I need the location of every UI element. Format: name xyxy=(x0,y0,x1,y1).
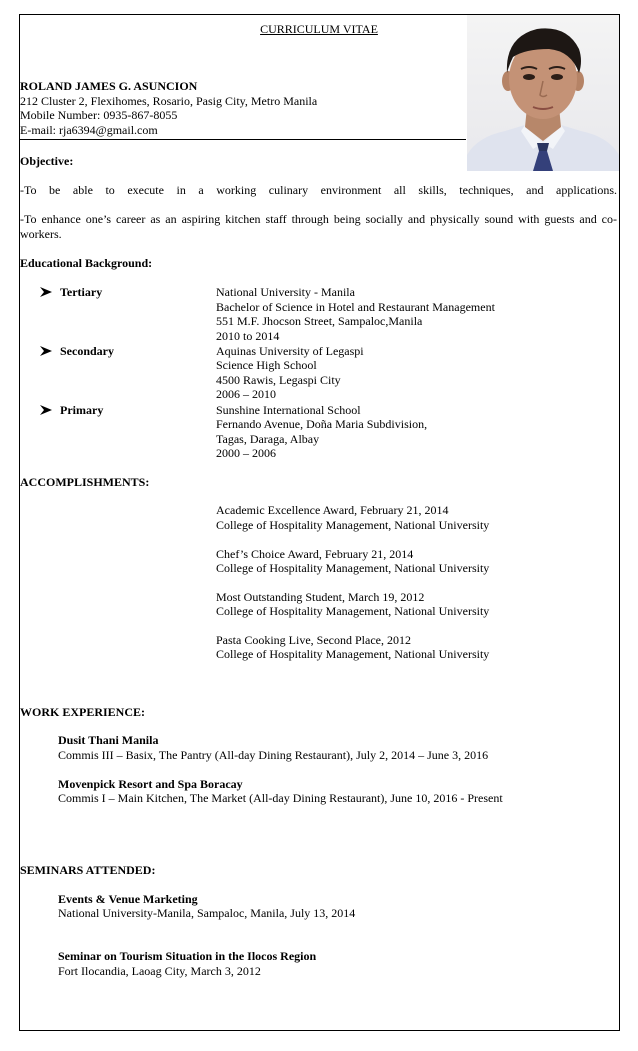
work-employer: Movenpick Resort and Spa Boracay xyxy=(58,777,243,791)
accomplishment-award: Pasta Cooking Live, Second Place, 2012 xyxy=(216,633,411,647)
arrow-bullet-icon xyxy=(40,346,52,356)
tertiary-school: National University - Manila xyxy=(216,285,355,299)
objective-line-2: -To enhance one’s career as an aspiring kitchen staff through being socially and physically sound with guests and co- xyxy=(20,212,617,226)
accomplishment-org: College of Hospitality Management, National University xyxy=(216,518,490,532)
arrow-bullet-icon xyxy=(40,405,52,415)
secondary-school: Aquinas University of Legaspi xyxy=(216,344,364,358)
tertiary-degree: Bachelor of Science in Hotel and Restaurant Management xyxy=(216,300,495,314)
work-role: Commis I – Main Kitchen, The Market (All-day Dining Restaurant), June 10, 2016 - Present xyxy=(58,791,503,805)
accomplishment-org: College of Hospitality Management, National University xyxy=(216,561,490,575)
applicant-name: ROLAND JAMES G. ASUNCION xyxy=(20,79,198,93)
seminar-name: Seminar on Tourism Situation in the Ilocos Region xyxy=(58,949,317,963)
accomplishment-org: College of Hospitality Management, National University xyxy=(216,647,490,661)
primary-address-1: Fernando Avenue, Doña Maria Subdivision, xyxy=(216,417,428,431)
mobile-number: Mobile Number: 0935-867-8055 xyxy=(20,108,178,122)
accomplishment-award: Academic Excellence Award, February 21, 2014 xyxy=(216,503,449,517)
work-experience-heading: WORK EXPERIENCE: xyxy=(20,705,146,719)
objective-heading: Objective: xyxy=(20,154,74,168)
secondary-years: 2006 – 2010 xyxy=(216,387,276,401)
accomplishment-award: Most Outstanding Student, March 19, 2012 xyxy=(216,590,425,604)
education-primary-label: Primary xyxy=(40,403,103,417)
primary-school: Sunshine International School xyxy=(216,403,361,417)
education-secondary-label: Secondary xyxy=(40,344,114,358)
tertiary-address: 551 M.F. Jhocson Street, Sampaloc,Manila xyxy=(216,314,423,328)
header-divider xyxy=(20,139,466,140)
profile-photo xyxy=(467,15,619,171)
objective-line-2-cont: workers. xyxy=(20,227,62,241)
education-tertiary-label: Tertiary xyxy=(40,285,102,299)
work-employer: Dusit Thani Manila xyxy=(58,733,159,747)
address: 212 Cluster 2, Flexihomes, Rosario, Pasig City, Metro Manila xyxy=(20,94,318,108)
secondary-address: 4500 Rawis, Legaspi City xyxy=(216,373,341,387)
seminar-name: Events & Venue Marketing xyxy=(58,892,198,906)
secondary-program: Science High School xyxy=(216,358,317,372)
primary-years: 2000 – 2006 xyxy=(216,446,276,460)
primary-address-2: Tagas, Daraga, Albay xyxy=(216,432,320,446)
accomplishment-org: College of Hospitality Management, National University xyxy=(216,604,490,618)
seminar-detail: National University-Manila, Sampaloc, Manila, July 13, 2014 xyxy=(58,906,356,920)
tertiary-years: 2010 to 2014 xyxy=(216,329,280,343)
arrow-bullet-icon xyxy=(40,287,52,297)
seminar-detail: Fort Ilocandia, Laoag City, March 3, 2012 xyxy=(58,964,261,978)
seminars-heading: SEMINARS ATTENDED: xyxy=(20,863,156,877)
accomplishments-heading: ACCOMPLISHMENTS: xyxy=(20,475,150,489)
objective-line-1: -To be able to execute in a working culinary environment all skills, techniques, and applications. xyxy=(20,183,617,197)
email: E-mail: rja6394@gmail.com xyxy=(20,123,158,137)
work-role: Commis III – Basix, The Pantry (All-day Dining Restaurant), July 2, 2014 – June 3, 2016 xyxy=(58,748,489,762)
education-heading: Educational Background: xyxy=(20,256,153,270)
document-title: CURRICULUM VITAE xyxy=(260,22,378,36)
accomplishment-award: Chef’s Choice Award, February 21, 2014 xyxy=(216,547,414,561)
